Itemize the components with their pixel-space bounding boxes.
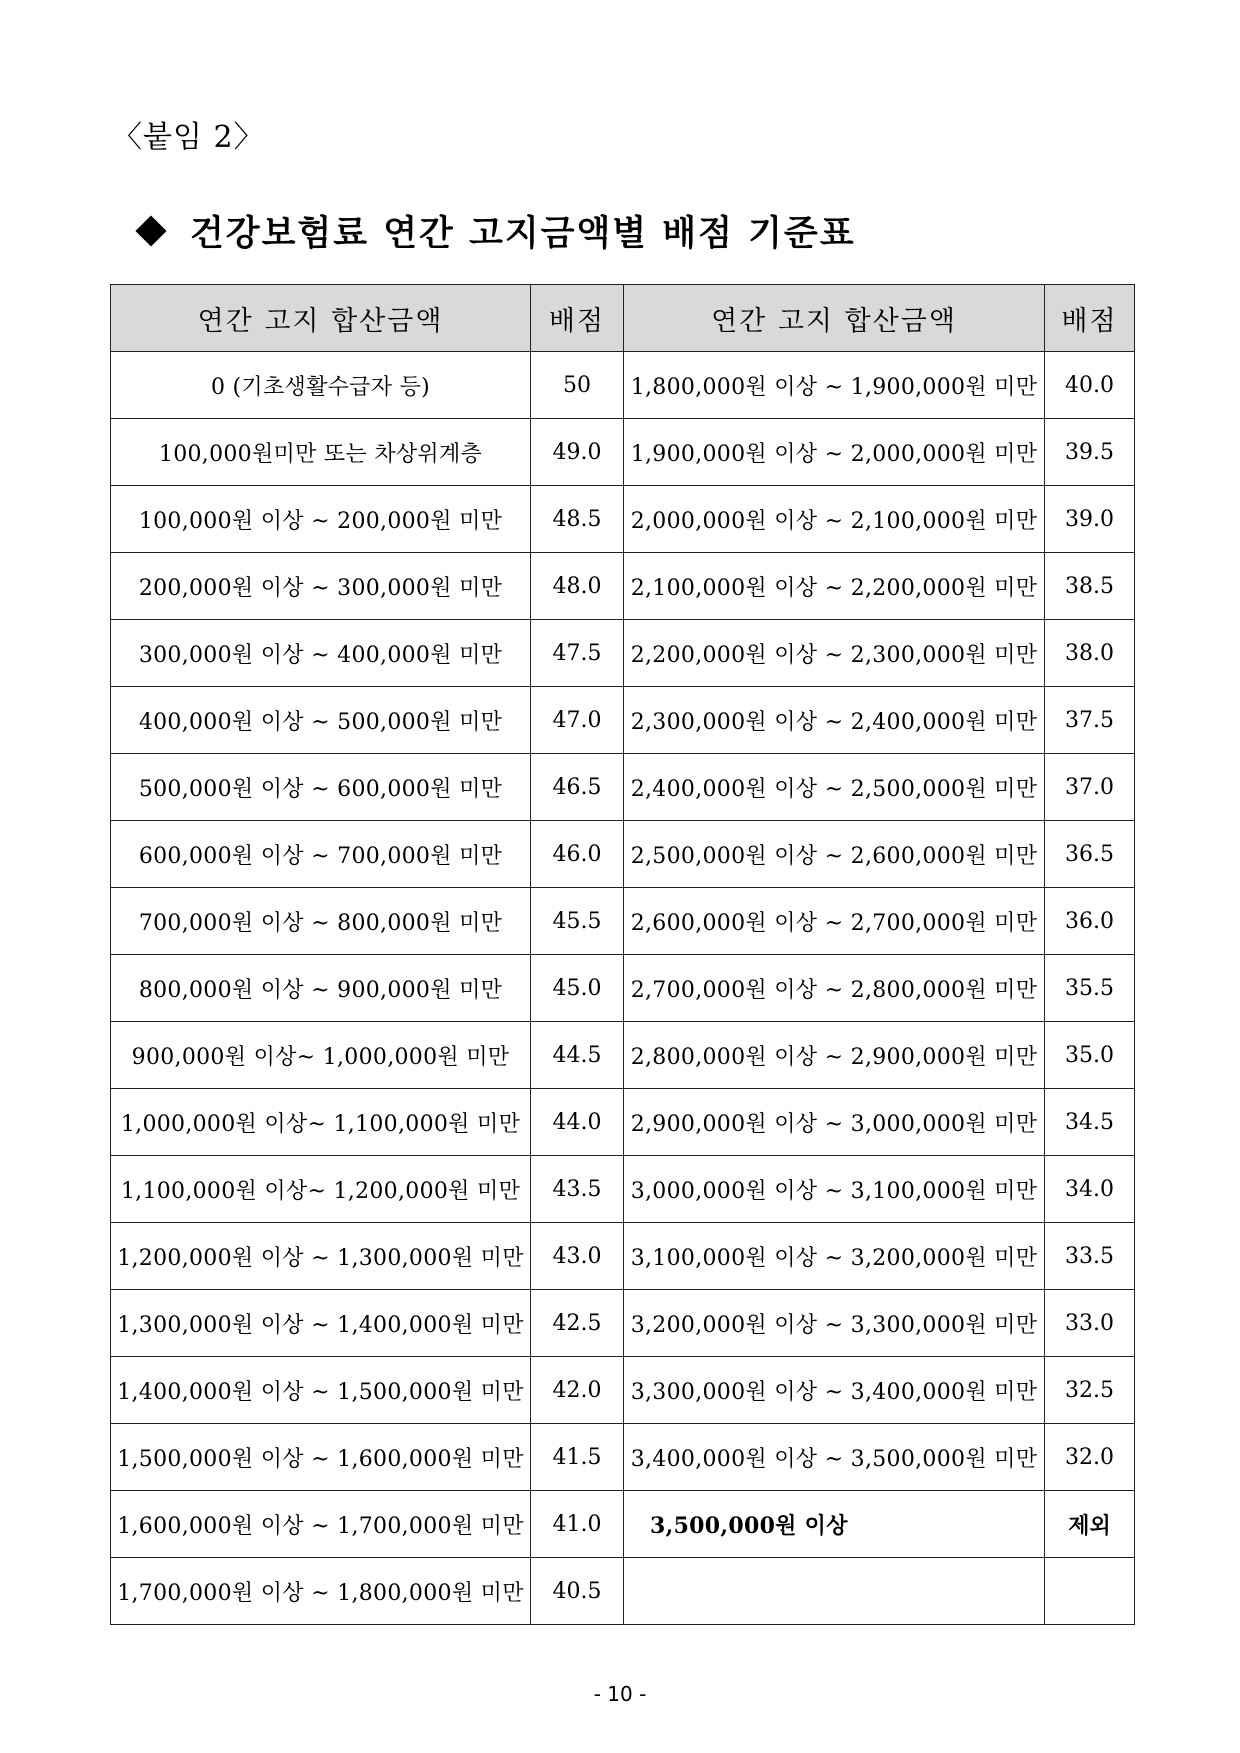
- table-row: [111, 1290, 1135, 1357]
- amount-range-cell: 1,600,000원 이상 ~ 1,700,000원 미만: [111, 1491, 531, 1558]
- amount-range-cell: 1,300,000원 이상 ~ 1,400,000원 미만: [111, 1290, 531, 1357]
- table-row: [111, 1424, 1135, 1491]
- score-cell: 49.0: [531, 419, 624, 486]
- amount-range-cell: 3,400,000원 이상 ~ 3,500,000원 미만: [624, 1424, 1045, 1491]
- amount-range-cell: 200,000원 이상 ~ 300,000원 미만: [111, 553, 531, 620]
- table-row: [111, 821, 1135, 888]
- amount-range-cell: 2,700,000원 이상 ~ 2,800,000원 미만: [624, 955, 1045, 1022]
- table-row: [111, 1089, 1135, 1156]
- amount-range-cell: 2,900,000원 이상 ~ 3,000,000원 미만: [624, 1089, 1045, 1156]
- score-cell: 46.5: [531, 754, 624, 821]
- score-cell: 34.0: [1045, 1156, 1135, 1223]
- header-score-right: 배점: [1045, 285, 1135, 352]
- page-number: - 10 -: [593, 1682, 647, 1706]
- score-cell: 50: [531, 352, 624, 419]
- score-cell: 32.0: [1045, 1424, 1135, 1491]
- amount-range-cell: 2,100,000원 이상 ~ 2,200,000원 미만: [624, 553, 1045, 620]
- score-cell: 39.5: [1045, 419, 1135, 486]
- document-heading: [140, 206, 856, 256]
- table-row: [111, 1357, 1135, 1424]
- amount-range-cell: 2,400,000원 이상 ~ 2,500,000원 미만: [624, 754, 1045, 821]
- amount-range-cell: 2,500,000원 이상 ~ 2,600,000원 미만: [624, 821, 1045, 888]
- header-amount-left: 연간 고지 합산금액: [111, 285, 531, 352]
- score-cell: 36.0: [1045, 888, 1135, 955]
- table-row: [111, 352, 1135, 419]
- score-cell: 47.0: [531, 687, 624, 754]
- amount-range-cell: 2,200,000원 이상 ~ 2,300,000원 미만: [624, 620, 1045, 687]
- table-row: [111, 620, 1135, 687]
- score-cell: 40.5: [531, 1558, 624, 1625]
- amount-range-cell: 500,000원 이상 ~ 600,000원 미만: [111, 754, 531, 821]
- score-cell: 38.0: [1045, 620, 1135, 687]
- score-cell: 36.5: [1045, 821, 1135, 888]
- amount-range-cell: 3,200,000원 이상 ~ 3,300,000원 미만: [624, 1290, 1045, 1357]
- score-cell: 37.5: [1045, 687, 1135, 754]
- table-row: [111, 687, 1135, 754]
- table-row: [111, 486, 1135, 553]
- amount-range-cell: 600,000원 이상 ~ 700,000원 미만: [111, 821, 531, 888]
- score-cell: [1045, 1558, 1135, 1625]
- table-body: [111, 352, 1135, 1625]
- amount-range-cell: 3,500,000원 이상: [624, 1491, 1045, 1558]
- header-score-left: 배점: [531, 285, 624, 352]
- table-row: [111, 955, 1135, 1022]
- table-row: [111, 419, 1135, 486]
- heading-text: 건강보험료 연간 고지금액별 배점 기준표: [190, 213, 856, 254]
- diamond-bullet-icon: [135, 215, 166, 246]
- amount-range-cell: 1,000,000원 이상~ 1,100,000원 미만: [111, 1089, 531, 1156]
- amount-range-cell: 0 (기초생활수급자 등): [111, 352, 531, 419]
- table-row: [111, 1156, 1135, 1223]
- table-row: [111, 754, 1135, 821]
- amount-range-cell: 700,000원 이상 ~ 800,000원 미만: [111, 888, 531, 955]
- score-cell: 42.0: [531, 1357, 624, 1424]
- score-cell: 42.5: [531, 1290, 624, 1357]
- amount-range-cell: 300,000원 이상 ~ 400,000원 미만: [111, 620, 531, 687]
- table-row: [111, 1558, 1135, 1625]
- amount-range-cell: 800,000원 이상 ~ 900,000원 미만: [111, 955, 531, 1022]
- score-cell: 제외: [1045, 1491, 1135, 1558]
- amount-range-cell: 2,300,000원 이상 ~ 2,400,000원 미만: [624, 687, 1045, 754]
- amount-range-cell: 1,400,000원 이상 ~ 1,500,000원 미만: [111, 1357, 531, 1424]
- amount-range-cell: 3,000,000원 이상 ~ 3,100,000원 미만: [624, 1156, 1045, 1223]
- amount-range-cell: 2,600,000원 이상 ~ 2,700,000원 미만: [624, 888, 1045, 955]
- amount-range-cell: 100,000원미만 또는 차상위계층: [111, 419, 531, 486]
- score-cell: 41.5: [531, 1424, 624, 1491]
- amount-range-cell: [624, 1558, 1045, 1625]
- amount-range-cell: 1,800,000원 이상 ~ 1,900,000원 미만: [624, 352, 1045, 419]
- score-cell: 41.0: [531, 1491, 624, 1558]
- score-cell: 37.0: [1045, 754, 1135, 821]
- score-cell: 38.5: [1045, 553, 1135, 620]
- score-cell: 32.5: [1045, 1357, 1135, 1424]
- table-row: [111, 888, 1135, 955]
- amount-range-cell: 1,200,000원 이상 ~ 1,300,000원 미만: [111, 1223, 531, 1290]
- score-cell: 45.5: [531, 888, 624, 955]
- header-amount-right: 연간 고지 합산금액: [624, 285, 1045, 352]
- score-cell: 33.5: [1045, 1223, 1135, 1290]
- amount-range-cell: 1,100,000원 이상~ 1,200,000원 미만: [111, 1156, 531, 1223]
- amount-range-cell: 1,900,000원 이상 ~ 2,000,000원 미만: [624, 419, 1045, 486]
- score-cell: 43.0: [531, 1223, 624, 1290]
- table-row: [111, 553, 1135, 620]
- table-row: [111, 1223, 1135, 1290]
- table-row: [111, 1022, 1135, 1089]
- amount-range-cell: 1,500,000원 이상 ~ 1,600,000원 미만: [111, 1424, 531, 1491]
- score-cell: 44.0: [531, 1089, 624, 1156]
- score-cell: 46.0: [531, 821, 624, 888]
- score-table: [110, 284, 1135, 1625]
- table-row: [111, 1491, 1135, 1558]
- amount-range-cell: 2,000,000원 이상 ~ 2,100,000원 미만: [624, 486, 1045, 553]
- score-cell: 35.5: [1045, 955, 1135, 1022]
- appendix-label: 〈붙임 2〉: [112, 120, 265, 155]
- score-cell: 45.0: [531, 955, 624, 1022]
- score-cell: 35.0: [1045, 1022, 1135, 1089]
- amount-range-cell: 400,000원 이상 ~ 500,000원 미만: [111, 687, 531, 754]
- amount-range-cell: 100,000원 이상 ~ 200,000원 미만: [111, 486, 531, 553]
- score-cell: 48.0: [531, 553, 624, 620]
- score-cell: 39.0: [1045, 486, 1135, 553]
- score-cell: 40.0: [1045, 352, 1135, 419]
- score-cell: 43.5: [531, 1156, 624, 1223]
- score-cell: 48.5: [531, 486, 624, 553]
- table-header-row: [111, 285, 1135, 352]
- score-cell: 34.5: [1045, 1089, 1135, 1156]
- amount-range-cell: 3,300,000원 이상 ~ 3,400,000원 미만: [624, 1357, 1045, 1424]
- score-cell: 47.5: [531, 620, 624, 687]
- score-cell: 33.0: [1045, 1290, 1135, 1357]
- amount-range-cell: 2,800,000원 이상 ~ 2,900,000원 미만: [624, 1022, 1045, 1089]
- amount-range-cell: 900,000원 이상~ 1,000,000원 미만: [111, 1022, 531, 1089]
- amount-range-cell: 1,700,000원 이상 ~ 1,800,000원 미만: [111, 1558, 531, 1625]
- amount-range-cell: 3,100,000원 이상 ~ 3,200,000원 미만: [624, 1223, 1045, 1290]
- score-cell: 44.5: [531, 1022, 624, 1089]
